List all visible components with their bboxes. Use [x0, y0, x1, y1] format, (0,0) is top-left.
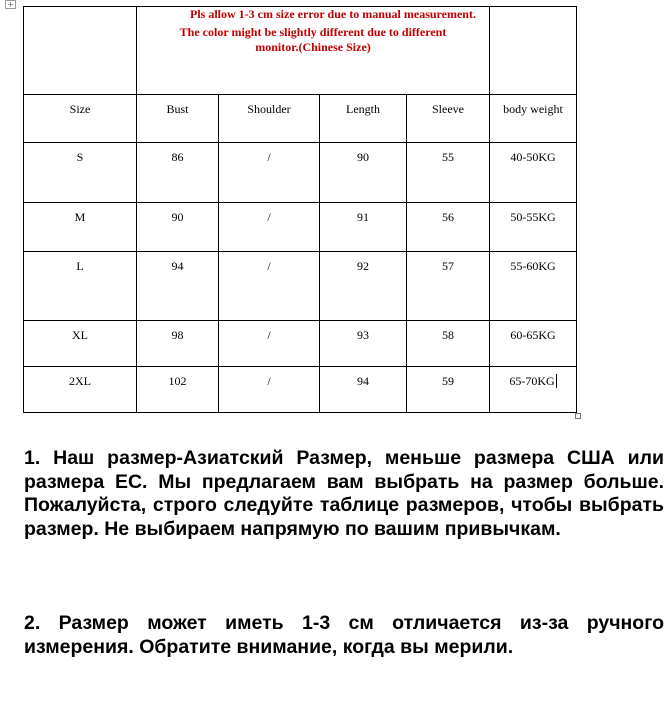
header-shoulder: Shoulder	[219, 95, 320, 143]
cell-bust: 90	[137, 203, 219, 252]
cell-bust: 86	[137, 143, 219, 203]
cell-sleeve: 57	[407, 252, 490, 321]
cell-size: L	[24, 252, 137, 321]
text-cursor	[556, 374, 557, 388]
blank-corner-cell	[490, 7, 577, 95]
header-size: Size	[24, 95, 137, 143]
cell-length: 94	[320, 367, 407, 413]
note-asian-size: 1. Наш размер-Азиатский Размер, меньше размера США или размера ЕС. Мы предлагаем вам выбрать на размер больше. Пожалуйста, строго следуйте таблице размеров, чтобы выбрать размер. Не выбираем напрямую по вашим привычкам.	[24, 447, 664, 540]
cell-size: 2XL	[24, 367, 137, 413]
note-measurement-error: 2. Размер может иметь 1-3 см отличается из-за ручного измерения. Обратите внимание, когда вы мерили.	[24, 612, 664, 658]
table-row	[24, 321, 577, 367]
cell-body-weight: 55-60KG	[490, 252, 577, 321]
blank-corner-cell	[24, 7, 137, 95]
cell-shoulder: /	[219, 252, 320, 321]
size-chart-table	[23, 6, 577, 413]
cell-shoulder: /	[219, 143, 320, 203]
cell-body-weight: 50-55KG	[490, 203, 577, 252]
cell-size: XL	[24, 321, 137, 367]
cell-length: 90	[320, 143, 407, 203]
cell-size: S	[24, 143, 137, 203]
cell-length: 91	[320, 203, 407, 252]
cell-shoulder: /	[219, 367, 320, 413]
table-row	[24, 367, 577, 413]
table-row	[24, 203, 577, 252]
cell-sleeve: 55	[407, 143, 490, 203]
cell-sleeve: 56	[407, 203, 490, 252]
header-sleeve: Sleeve	[407, 95, 490, 143]
cell-sleeve: 58	[407, 321, 490, 367]
table-anchor-icon[interactable]: +	[5, 0, 16, 9]
header-row	[24, 95, 577, 143]
cell-body-weight: 40-50KG	[490, 143, 577, 203]
cell-bust: 98	[137, 321, 219, 367]
cell-shoulder: /	[219, 321, 320, 367]
notice-color: The color might be slightly different due to different monitor.(Chinese Size)	[179, 25, 447, 54]
cell-length: 93	[320, 321, 407, 367]
cell-size: M	[24, 203, 137, 252]
table-resize-handle[interactable]	[575, 413, 581, 419]
cell-body-weight-text: 65-70KG	[509, 374, 555, 388]
cell-shoulder: /	[219, 203, 320, 252]
header-length: Length	[320, 95, 407, 143]
notice-measurement: Pls allow 1-3 cm size error due to manual measurement.	[190, 7, 476, 21]
cell-sleeve: 59	[407, 367, 490, 413]
header-body-weight: body weight	[490, 95, 577, 143]
cell-length: 92	[320, 252, 407, 321]
notice-row	[24, 7, 577, 95]
table-row	[24, 143, 577, 203]
cell-body-weight: 60-65KG	[490, 321, 577, 367]
header-bust: Bust	[137, 95, 219, 143]
cell-bust: 102	[137, 367, 219, 413]
notice-cell	[137, 7, 490, 95]
table-row	[24, 252, 577, 321]
cell-body-weight[interactable]	[490, 367, 577, 413]
cell-bust: 94	[137, 252, 219, 321]
